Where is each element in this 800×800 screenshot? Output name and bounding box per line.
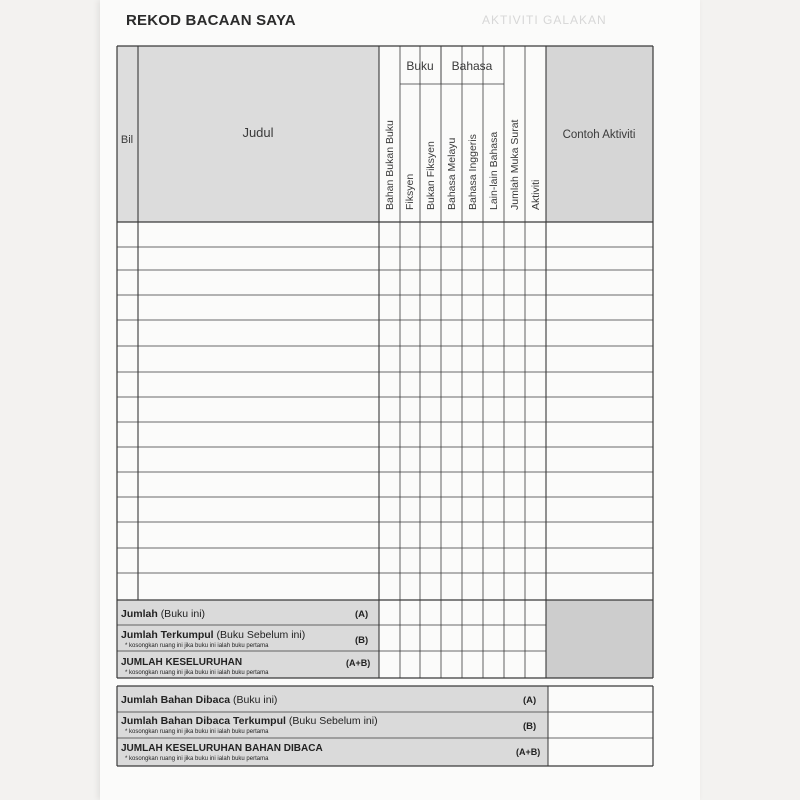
summary2-a-text: Jumlah Bahan Dibaca (Buku ini) [121, 694, 278, 706]
summary2-ab-text: JUMLAH KESELURUHAN BAHAN DIBACA [121, 743, 323, 754]
summary2-b-code: (B) [523, 721, 537, 732]
summary2-a-code: (A) [523, 695, 537, 706]
bil-header: Bil [120, 134, 134, 146]
jumlah-muka-surat-header: Jumlah Muka Surat [509, 119, 521, 210]
summary2-ab-note: * kosongkan ruang ini jika buku ini ialah buku pertama [125, 756, 269, 762]
contoh-aktiviti-header: Contoh Aktiviti [562, 129, 636, 141]
lain-lain-bahasa-header: Lain-lain Bahasa [488, 131, 500, 210]
summary1-a-text: Jumlah (Buku ini) [121, 608, 206, 620]
aktiviti-header: Aktiviti [530, 179, 542, 210]
summary1-a-code: (A) [355, 609, 369, 620]
summary1-b-text: Jumlah Terkumpul (Buku Sebelum ini) [121, 629, 306, 641]
bahasa-inggeris-header: Bahasa Inggeris [467, 134, 479, 210]
summary2-ab-code: (A+B) [516, 747, 541, 757]
buku-header: Buku [406, 59, 434, 73]
summary2-b-text: Jumlah Bahan Dibaca Terkumpul (Buku Sebelum ini) [121, 715, 378, 727]
judul-header: Judul [242, 125, 274, 140]
bahan-bukan-buku-header: Bahan Bukan Buku [384, 120, 396, 210]
summary1-ab-note: * kosongkan ruang ini jika buku ini ialah buku pertama [125, 670, 269, 676]
bahasa-header: Bahasa [451, 59, 493, 73]
summary2-b-note: * kosongkan ruang ini jika buku ini ialah buku pertama [125, 729, 269, 735]
faint-header-text: AKTIVITI GALAKAN [482, 13, 607, 27]
page-title: REKOD BACAAN SAYA [126, 12, 296, 29]
bahasa-melayu-header: Bahasa Melayu [446, 137, 458, 210]
bukan-fiksyen-header: Bukan Fiksyen [425, 141, 437, 210]
summary1-ab-text: JUMLAH KESELURUHAN [121, 657, 243, 668]
summary1-ab-code: (A+B) [346, 658, 371, 668]
summary1-contoh-shaded [546, 600, 653, 678]
fiksyen-header: Fiksyen [404, 173, 416, 210]
summary1-b-note: * kosongkan ruang ini jika buku ini ialah buku pertama [125, 643, 269, 649]
summary1-b-code: (B) [355, 635, 369, 646]
